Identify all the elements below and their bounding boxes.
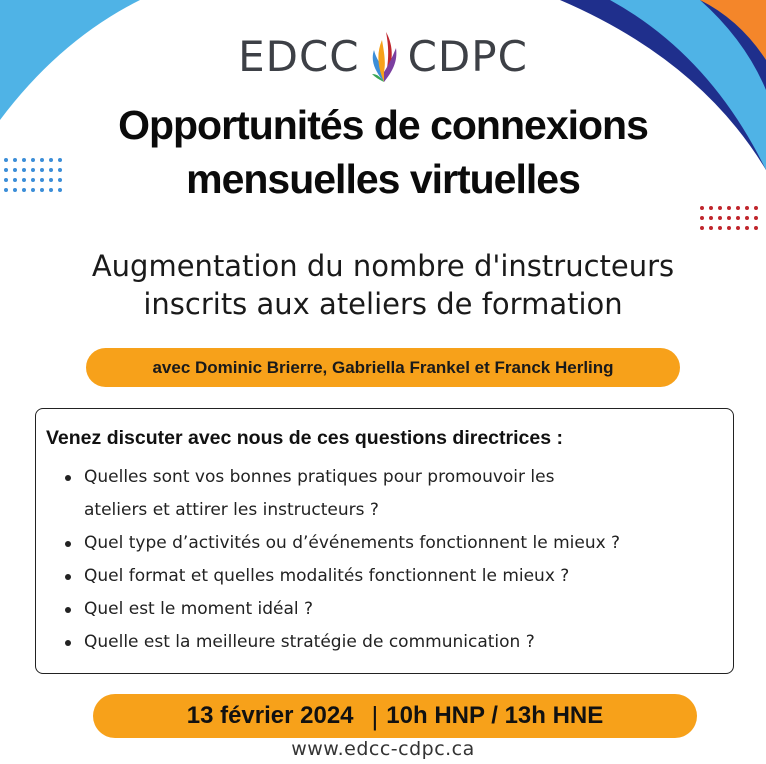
event-date: 13 février 2024 xyxy=(186,702,354,729)
questions-list xyxy=(48,461,620,659)
questions-heading: Venez discuter avec nous de ces questions directrices : xyxy=(46,427,563,449)
edcc-cdpc-logo xyxy=(0,28,766,84)
title-line-2: mensuelles virtuelles xyxy=(186,156,580,202)
bullet-icon xyxy=(65,607,71,613)
page-title xyxy=(0,98,766,206)
questions-box xyxy=(35,408,734,674)
subtitle-line-2: inscrits aux ateliers de formation xyxy=(143,287,623,321)
logo-text-edcc: EDCC xyxy=(238,31,360,81)
event-date-banner xyxy=(93,694,697,738)
event-time: 10h HNP / 13h HNE xyxy=(386,702,604,729)
event-separator: | xyxy=(371,700,379,731)
question-item: Quel format et quelles modalités fonctionnent le mieux ? xyxy=(48,560,620,593)
presenters-banner: avec Dominic Brierre, Gabriella Frankel et Franck Herling xyxy=(86,348,680,387)
bullet-icon xyxy=(65,574,71,580)
red-dot-grid xyxy=(700,206,758,230)
question-item: Quelle est la meilleure stratégie de communication ? xyxy=(48,626,620,659)
question-item: Quel type d’activités ou d’événements fonctionnent le mieux ? xyxy=(48,527,620,560)
question-item-continuation: ateliers et attirer les instructeurs ? xyxy=(84,500,379,520)
subtitle-line-1: Augmentation du nombre d'instructeurs xyxy=(91,249,675,283)
bullet-icon xyxy=(65,541,71,547)
question-item: Quelles sont vos bonnes pratiques pour promouvoir les xyxy=(48,461,620,494)
bullet-icon xyxy=(65,640,71,646)
flame-leaf-icon xyxy=(366,28,402,84)
page-subtitle xyxy=(0,247,766,323)
title-line-1: Opportunités de connexions xyxy=(118,102,648,148)
logo-text-cdpc: CDPC xyxy=(407,31,528,81)
website-link[interactable]: www.edcc-cdpc.ca xyxy=(291,738,475,760)
question-item: Quel est le moment idéal ? xyxy=(48,593,620,626)
bullet-icon xyxy=(65,475,71,481)
